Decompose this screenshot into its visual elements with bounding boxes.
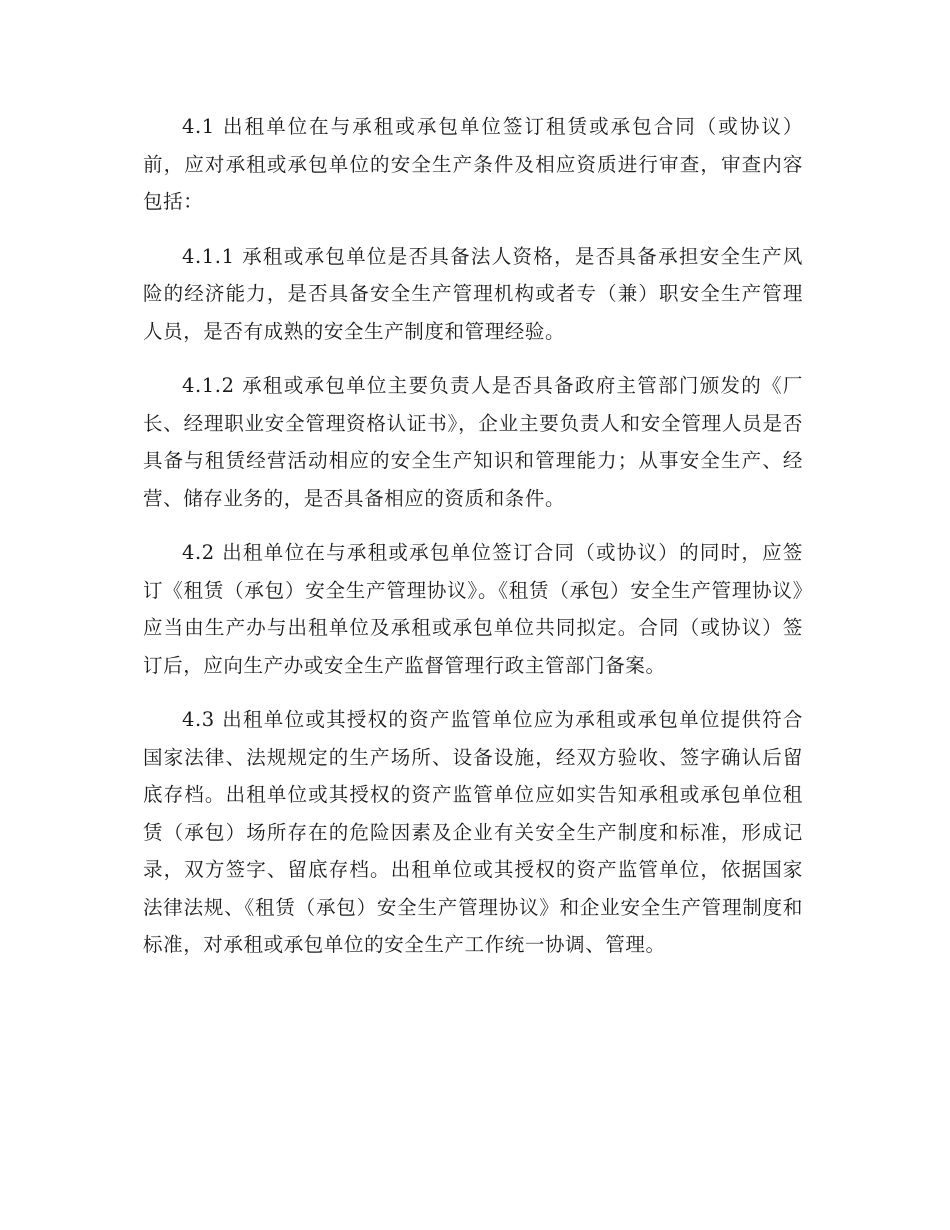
document-body — [143, 108, 803, 981]
paragraph-4-2: 4.2 出租单位在与承租或承包单位签订合同（或协议）的同时，应签订《租赁（承包）安全生产管理协议》。《租赁（承包）安全生产管理协议》应当由生产办与出租单位及承租或承包单位共同拟定。合同（或协议）签订后，应向生产办或安全生产监督管理行政主管部门备案。 — [143, 541, 803, 677]
paragraph-4-3: 4.3 出租单位或其授权的资产监管单位应为承租或承包单位提供符合国家法律、法规规定的生产场所、设备设施，经双方验收、签字确认后留底存档。出租单位或其授权的资产监管单位应如实告知承租或承包单位租赁（承包）场所存在的危险因素及企业有关安全生产制度和标准，形成记录，双方签字、留底存档。出租单位或其授权的资产监管单位，依据国家法律法规、《租赁（承包）安全生产管理协议》和企业安全生产管理制度和标准，对承租或承包单位的安全生产工作统一协调、管理。 — [143, 708, 803, 956]
paragraph-4-1-1: 4.1.1 承租或承包单位是否具备法人资格，是否具备承担安全生产风险的经济能力，是否具备安全生产管理机构或者专（兼）职安全生产管理人员，是否有成熟的安全生产制度和管理经验。 — [143, 244, 803, 343]
paragraph-4-1: 4.1 出租单位在与承租或承包单位签订租赁或承包合同（或协议）前，应对承租或承包单位的安全生产条件及相应资质进行审查，审查内容包括： — [143, 115, 803, 213]
paragraph-4-1-2: 4.1.2 承租或承包单位主要负责人是否具备政府主管部门颁发的《厂长、经理职业安全管理资格认证书》，企业主要负责人和安全管理人员是否具备与租赁经营活动相应的安全生产知识和管理能力；从事安全生产、经营、储存业务的，是否具备相应的资质和条件。 — [143, 374, 803, 510]
